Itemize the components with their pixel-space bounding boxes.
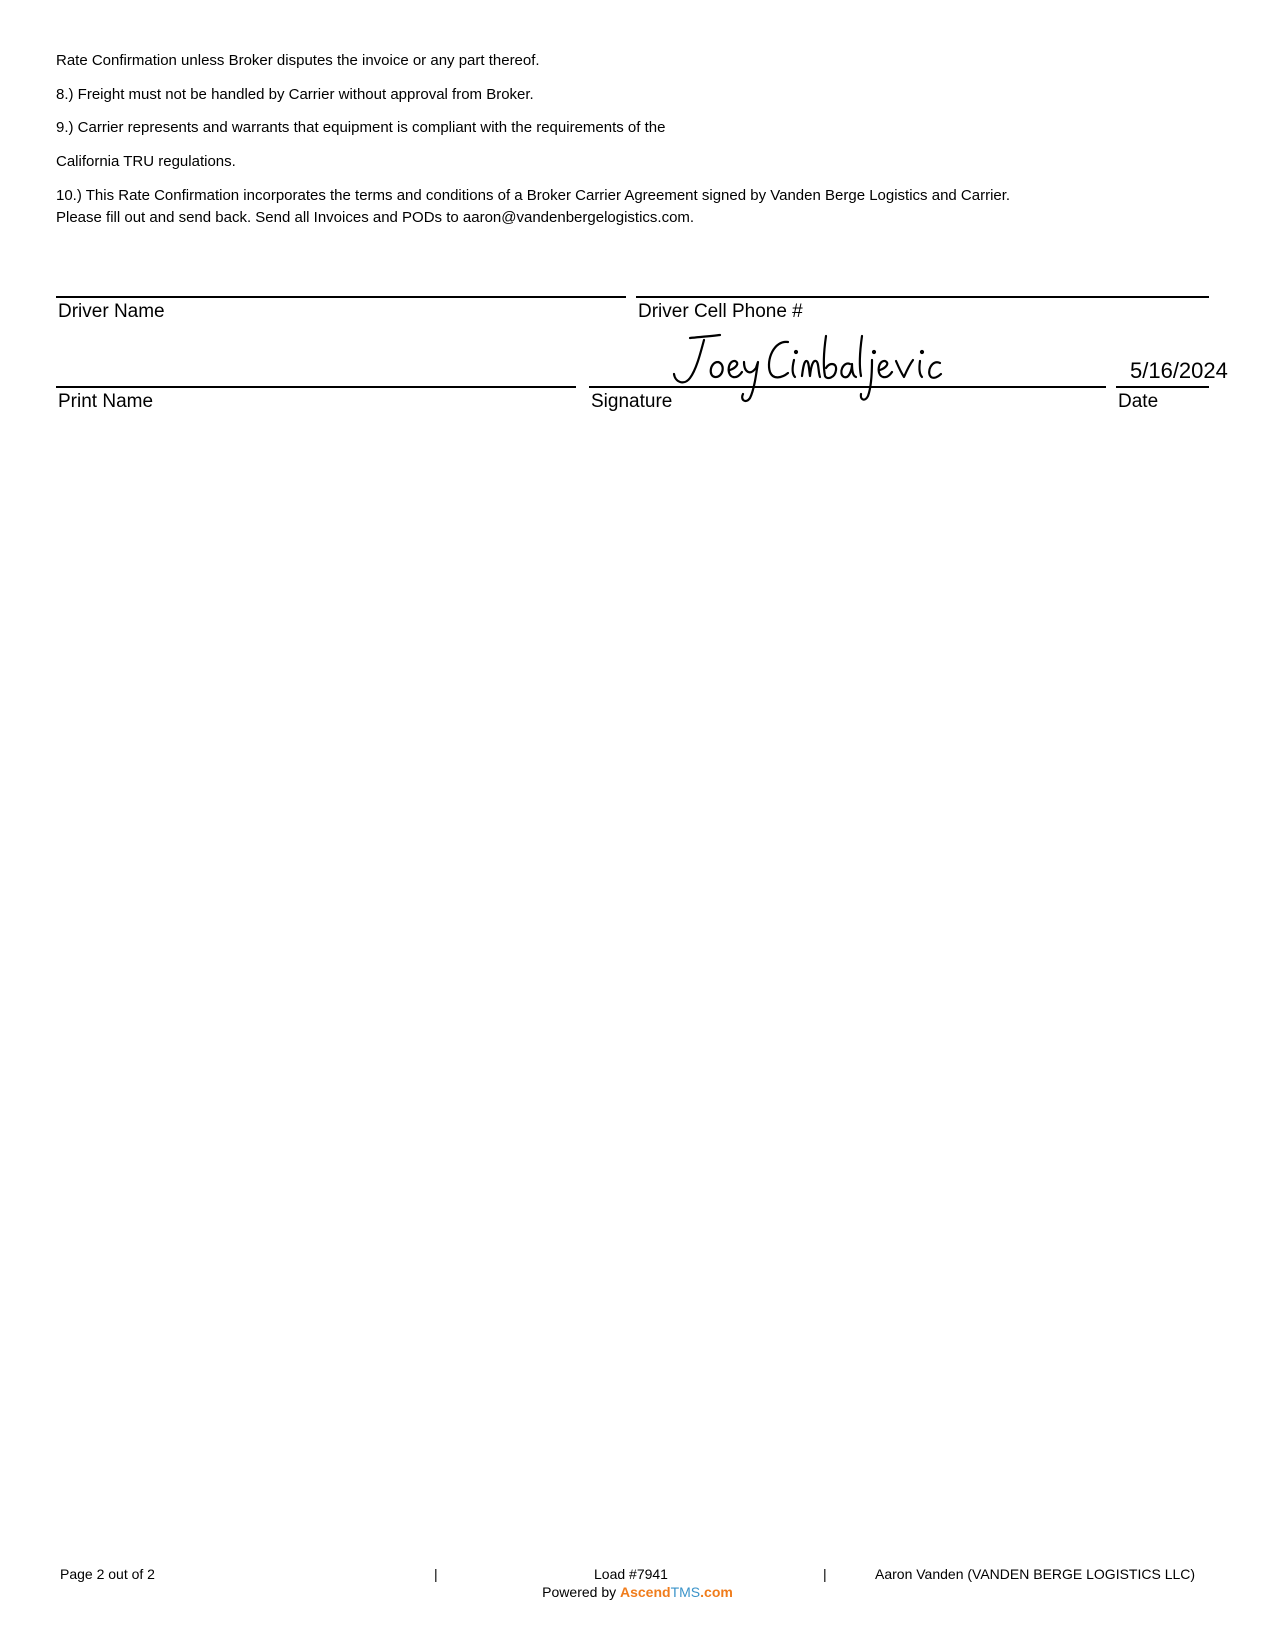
page-number: Page 2 out of 2	[60, 1566, 155, 1582]
brand-ascend: Ascend	[620, 1584, 671, 1600]
print-name-line	[56, 386, 576, 388]
driver-name-line	[56, 296, 626, 298]
footer-separator-2: |	[823, 1566, 827, 1582]
date-value: 5/16/2024	[1130, 358, 1228, 383]
handwritten-signature	[670, 330, 1000, 410]
date-label: Date	[1118, 391, 1159, 412]
brand-tms: TMS	[670, 1584, 701, 1600]
footer-separator-1: |	[434, 1566, 438, 1582]
company-name: Aaron Vanden (VANDEN BERGE LOGISTICS LLC)	[875, 1566, 1196, 1582]
driver-cell-label: Driver Cell Phone #	[638, 301, 803, 322]
term-9-continuation: California TRU regulations.	[56, 153, 236, 170]
term-10: 10.) This Rate Confirmation incorporates the terms and conditions of a Broker Carrier Agreement signed by Vanden Berge Logistics and Carrier.	[56, 187, 1011, 204]
driver-cell-line	[636, 296, 1209, 298]
powered-by-label: Powered by	[542, 1584, 617, 1600]
load-number: Load #7941	[594, 1566, 668, 1582]
print-name-label: Print Name	[58, 391, 154, 412]
term-8: 8.) Freight must not be handled by Carrier without approval from Broker.	[56, 86, 534, 103]
term-9: 9.) Carrier represents and warrants that equipment is compliant with the requirements of the	[56, 119, 666, 136]
contact-instructions: Please fill out and send back. Send all Invoices and PODs to aaron@vandenbergelogistics.com.	[56, 209, 695, 226]
driver-name-label: Driver Name	[58, 301, 165, 322]
date-line	[1116, 386, 1209, 388]
signature-label: Signature	[591, 391, 673, 412]
powered-by	[0, 1584, 1275, 1600]
brand-com: .com	[700, 1584, 733, 1600]
term-line-continuation: Rate Confirmation unless Broker disputes the invoice or any part thereof.	[56, 52, 540, 69]
